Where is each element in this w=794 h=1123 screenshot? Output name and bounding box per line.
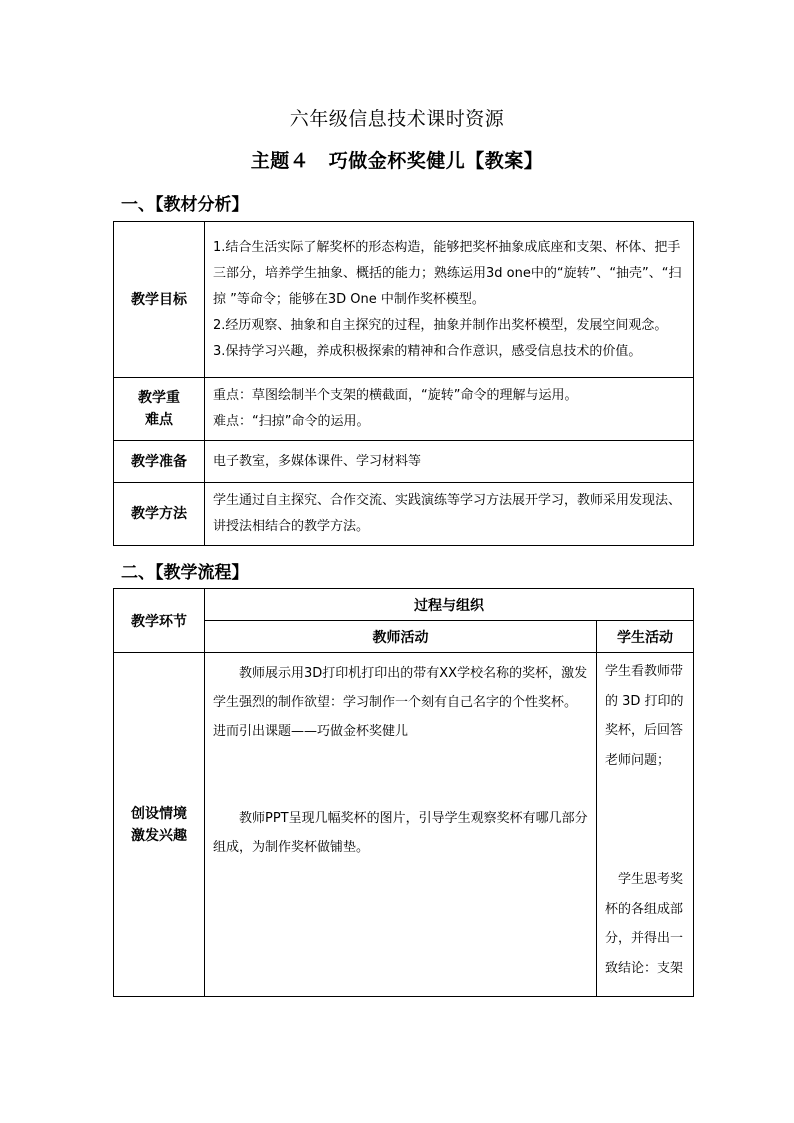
row-label: 教学方法	[114, 483, 205, 546]
row-label: 教学目标	[114, 222, 205, 378]
row-label: 教学重难点	[114, 378, 205, 441]
row-content	[205, 222, 694, 378]
table-header-row	[114, 589, 694, 621]
student-activity	[597, 653, 694, 997]
process-table	[113, 588, 694, 997]
section-heading-analysis: 一、【教材分析】	[121, 195, 249, 215]
table-row	[114, 483, 694, 546]
col-student-header: 学生活动	[597, 621, 694, 653]
row-label: 教学准备	[114, 441, 205, 483]
col-teacher-header: 教师活动	[205, 621, 597, 653]
col-process-header: 过程与组织	[205, 589, 694, 621]
method-text: 学生通过自主探究、合作交流、实践演练等学习方法展开学习，教师采用发现法、讲授法相结合的教学方法。	[213, 493, 682, 534]
table-row	[114, 441, 694, 483]
section-heading-process: 二、【教学流程】	[121, 563, 249, 583]
table-row	[114, 653, 694, 997]
student-activity-1: 学生看教师带的 3D 打印的奖杯，后回答老师问题；	[605, 664, 684, 768]
preparation-text: 电子教室，多媒体课件、学习材料等	[213, 453, 422, 469]
document-title: 六年级信息技术课时资源	[289, 108, 505, 130]
objective-1: 1.结合生活实际了解奖杯的形态构造，能够把奖杯抽象成底座和支架、杯体、把手三部分，培养学生抽象、概括的能力；熟练运用3d one中的“旋转”、“抽壳”、“扫掠 ”等命令；能够在3D One 中制作奖杯模型。	[213, 239, 682, 307]
analysis-table	[113, 221, 694, 546]
table-row	[114, 222, 694, 378]
teacher-activity	[205, 653, 597, 997]
teacher-activity-1: 教师展示用3D打印机打印出的带有XX学校名称的奖杯，激发学生强烈的制作欲望：学习制作一个刻有自己名字的个性奖杯。进而引出课题——巧做金杯奖健儿	[213, 666, 588, 739]
lesson-title: 主题４ 巧做金杯奖健儿【教案】	[250, 150, 544, 172]
difficult-point: 难点：“扫掠”命令的运用。	[213, 414, 370, 429]
table-row	[114, 378, 694, 441]
teacher-activity-2: 教师PPT呈现几幅奖杯的图片，引导学生观察奖杯有哪几部分组成，为制作奖杯做铺垫。	[213, 811, 588, 855]
row-content	[205, 441, 694, 483]
student-activity-2: 学生思考奖杯的各组成部分，并得出一致结论：支架	[605, 872, 684, 976]
objective-3: 3.保持学习兴趣，养成积极探索的精神和合作意识，感受信息技术的价值。	[213, 343, 642, 359]
row-content	[205, 483, 694, 546]
key-point: 重点：草图绘制半个支架的横截面，“旋转”命令的理解与运用。	[213, 388, 578, 403]
stage-label: 创设情境激发兴趣	[114, 653, 205, 997]
objective-2: 2.经历观察、抽象和自主探究的过程，抽象并制作出奖杯模型，发展空间观念。	[213, 317, 668, 333]
col-stage-header: 教学环节	[114, 589, 205, 653]
row-content	[205, 378, 694, 441]
